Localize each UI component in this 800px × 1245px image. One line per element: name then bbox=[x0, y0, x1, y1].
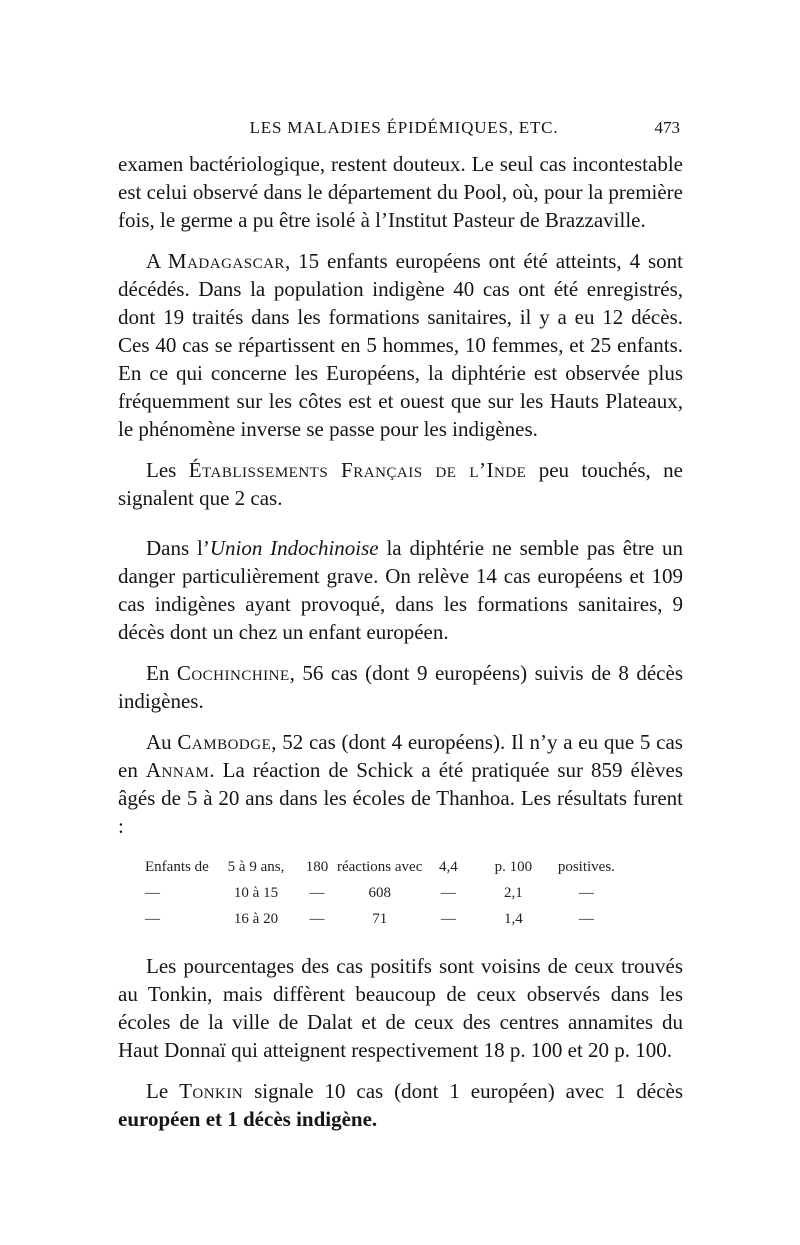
para-lead: En bbox=[146, 661, 177, 685]
table-cell: — bbox=[578, 911, 594, 927]
table-cell: 4,4 bbox=[439, 859, 458, 875]
table-cell: p. 100 bbox=[494, 859, 533, 875]
paragraph-tonkin bbox=[118, 1077, 683, 1133]
para-lead: A bbox=[146, 249, 168, 273]
paragraph-inde bbox=[118, 456, 683, 512]
table-cell: — bbox=[145, 911, 160, 927]
table-cell: 71 bbox=[372, 911, 388, 927]
body-text bbox=[118, 150, 683, 1146]
table-row bbox=[145, 854, 620, 880]
place-indochine: Union Indochinoise bbox=[209, 536, 379, 560]
running-title: LES MALADIES ÉPIDÉMIQUES, ETC. bbox=[249, 118, 559, 137]
running-header bbox=[128, 118, 680, 148]
table-cell: — bbox=[309, 911, 325, 927]
para-rest: . La réaction de Schick a été pratiquée sur 859 élèves âgés de 5 à 20 ans dans les écoles de Thanhoa. Les résultats furent : bbox=[118, 758, 683, 838]
table-row bbox=[145, 906, 620, 932]
para-mid: , 52 cas (dont 4 européens). Il n’y a eu que 5 cas en bbox=[118, 730, 683, 782]
paragraph-pourcentages: Les pourcentages des cas positifs sont voisins de ceux trouvés au Tonkin, mais diffèrent beaucoup de ceux observés dans les écoles de la ville de Dalat et de ceux des centres annamites du Haut Donnaï qui atteignent respectivement 18 p. 100 et 20 p. 100. bbox=[118, 954, 683, 1062]
para-lead: Les bbox=[146, 458, 189, 482]
para-rest: la diphtérie ne semble pas être un danger particulièrement grave. On relève 14 cas européens et 109 cas indigènes ayant provoqué, dans les formations sanitaires, 9 décès dont un chez un enfant européen. bbox=[118, 536, 683, 644]
table-cell: 5 à 9 ans, bbox=[227, 859, 285, 875]
place-tonkin: Tonkin bbox=[179, 1079, 244, 1103]
paragraph-cambodge bbox=[118, 728, 683, 840]
table-cell: 2,1 bbox=[504, 885, 523, 901]
para-bold-tail: européen et 1 décès indigène. bbox=[118, 1107, 378, 1131]
table-cell: — bbox=[440, 885, 456, 901]
table-cell: réactions avec bbox=[337, 859, 423, 875]
place-cambodge: Cambodge bbox=[177, 730, 272, 754]
place-inde: Établissements Français de l’Inde bbox=[188, 458, 527, 482]
table-cell: 608 bbox=[368, 885, 391, 901]
place-madagascar: Madagascar bbox=[167, 249, 285, 273]
paragraph-madagascar bbox=[118, 247, 683, 443]
para-rest: signale 10 cas (dont 1 européen) avec 1 décès bbox=[243, 1079, 684, 1103]
table-row bbox=[145, 880, 620, 906]
table-cell: Enfants de bbox=[145, 859, 209, 875]
place-cochinchine: Cochinchine bbox=[176, 661, 290, 685]
paragraph-cochinchine bbox=[118, 659, 683, 715]
table-cell: — bbox=[578, 885, 594, 901]
para-lead: Dans l’ bbox=[146, 536, 210, 560]
place-annam: Annam bbox=[145, 758, 210, 782]
table-cell: 10 à 15 bbox=[233, 885, 279, 901]
table-cell: 16 à 20 bbox=[233, 911, 279, 927]
paragraph-1: examen bactériologique, restent douteux. Le seul cas incontestable est celui observé dans le département du Pool, où, pour la première fois, le germe a pu être isolé à l’Institut Pasteur de Brazzaville. bbox=[118, 152, 683, 232]
paragraph-indochine bbox=[118, 534, 683, 646]
para-rest: , 56 cas (dont 9 européens) suivis de 8 décès indigènes. bbox=[118, 661, 683, 713]
table-cell: 180 bbox=[305, 859, 329, 875]
table-cell: 1,4 bbox=[504, 911, 523, 927]
table-cell: positives. bbox=[557, 859, 615, 875]
para-lead: Au bbox=[146, 730, 178, 754]
table-cell: — bbox=[145, 885, 160, 901]
table-cell: — bbox=[309, 885, 325, 901]
para-rest: , 15 enfants européens ont été atteints, 4 sont décédés. Dans la population indigène 40 cas ont été enregistrés, dont 19 traités dans les formations sanitaires, il y a eu 12 décès. Ces 40 cas se répartissent en 5 hommes, 10 femmes, et 25 enfants. En ce qui concerne les Européens, la diphtérie est observée plus fréquemment sur les côtes est et ouest que sur les Hauts Plateaux, le phénomène inverse se passe pour les indigènes. bbox=[118, 249, 683, 441]
schick-results-table bbox=[145, 854, 620, 932]
page-number: 473 bbox=[654, 118, 680, 137]
para-rest: peu touchés, ne signalent que 2 cas. bbox=[118, 458, 683, 510]
para-lead: Le bbox=[146, 1079, 180, 1103]
table-cell: — bbox=[440, 911, 456, 927]
